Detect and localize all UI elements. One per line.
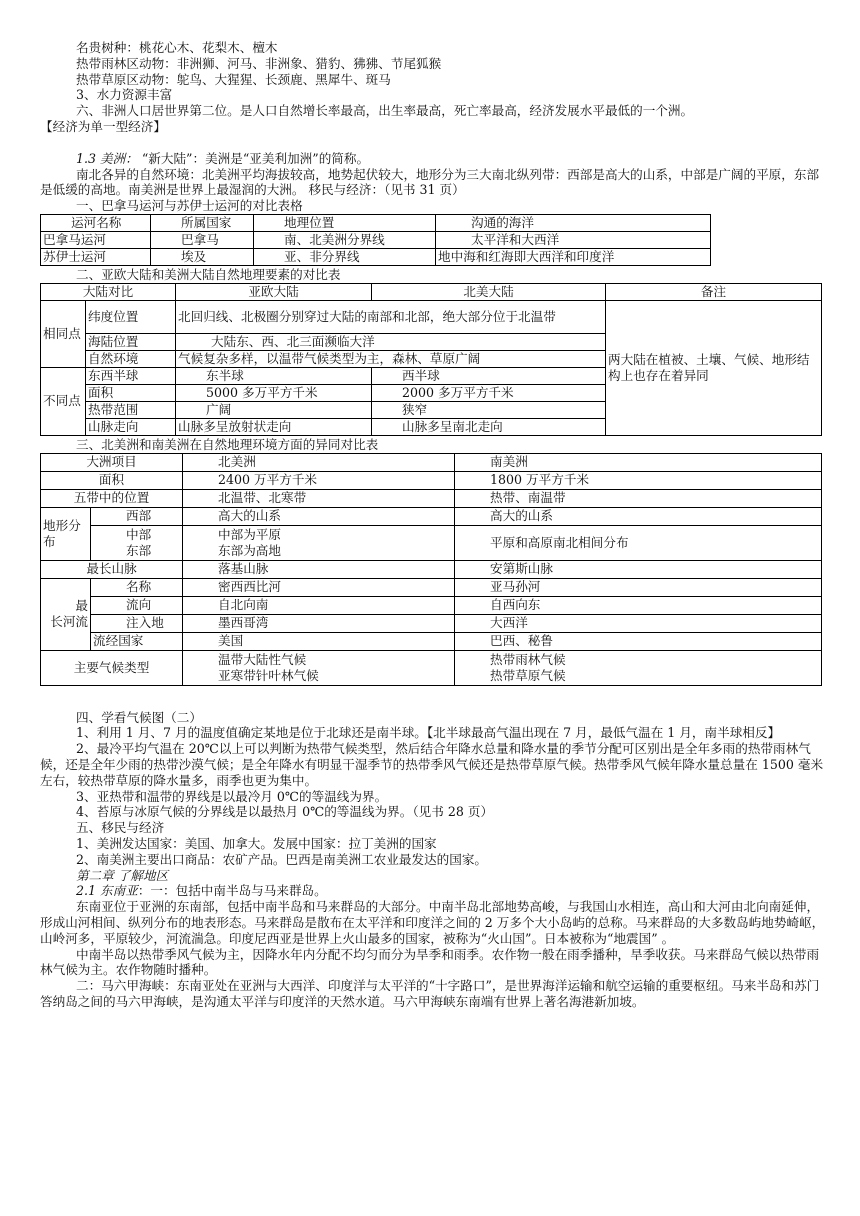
table-cell: 巴拿马运河 [41,231,151,248]
table-cell: 东西半球 [86,367,176,384]
mid-label: 中部 [126,526,152,542]
section-heading-text: “新大陆”：美洲是“亚美利加洲”的简称。 [137,150,370,166]
table-cell: 热带范围 [86,401,176,418]
table-cell: 大西洋 [455,614,822,632]
table-cell: 东半球 [176,367,372,384]
table-cell [183,650,455,685]
table-cell: 埃及 [151,248,254,265]
header-cell: 大洲项目 [41,453,183,471]
table-cell: 西部 [91,507,183,525]
table-cell: 南、北美洲分界线 [254,231,436,248]
paragraph: 3、亚热带和温带的界线是以最冷月 0℃的等温线为界。 [76,788,388,804]
table-cell: 流向 [91,596,183,614]
paragraph: 1、利用 1 月、7 月的温度值确定某地是位于北球还是南半球。【北半球最高气温出现在 7 月，最低气温在 1 月，南半球相反】 [76,725,781,741]
east-text: 东部为高地 [218,542,281,558]
table-cell: 西半球 [372,367,606,384]
river-label-line: 长河流 [50,614,88,630]
table-cell: 地中海和红海即大西洋和印度洋 [436,248,711,265]
table-cell: 高大的山系 [455,507,822,525]
table-cell: 平原和高原南北相间分布 [455,525,822,560]
table-cell: 广阔 [176,401,372,418]
table-cell: 山脉多呈南北走向 [372,418,606,435]
header-cell: 所属国家 [151,214,254,231]
table-cell [455,650,822,685]
table-cell: 气候复杂多样，以温带气候类型为主，森林、草原广阔 [176,350,606,367]
table-cell: 流经国家 [91,632,183,650]
section-heading: 五、移民与经济 [76,820,165,836]
climate-text: 热带草原气候 [490,667,566,683]
text-line: 热带草原区动物：鸵鸟、大猩猩、长颈鹿、黑犀牛、斑马 [76,71,391,87]
group-label: 不同点 [41,367,86,435]
table-cell: 5000 多万平方千米 [176,384,372,401]
table-cell: 主要气候类型 [41,650,183,685]
americas-table [40,453,822,686]
table-cell: 五带中的位置 [41,489,183,507]
table-header-row [41,283,822,300]
header-cell: 沟通的海洋 [436,214,711,231]
table-cell: 2000 多万平方千米 [372,384,606,401]
paragraph: 1、美洲发达国家：美国、加拿大。发展中国家：拉丁美洲的国家 [76,835,437,851]
table-cell: 墨西哥湾 [183,614,455,632]
chapter-title: 第二章 了解地区 [76,867,169,883]
header-cell: 北美洲 [183,453,455,471]
table-row [41,578,822,596]
table-cell: 山脉多呈放射状走向 [176,418,372,435]
table-cell: 最长山脉 [41,560,183,578]
header-cell: 大陆对比 [41,283,176,300]
table-cell: 自北向南 [183,596,455,614]
table-cell: 2400 万平方千米 [183,471,455,489]
table-row [41,525,822,560]
header-cell: 地理位置 [254,214,436,231]
table-title: 三、北美洲和南美洲在自然地理环境方面的异同对比表 [76,436,379,452]
continent-table [40,283,822,436]
header-cell: 南美洲 [455,453,822,471]
table-row [41,507,822,525]
table-cell: 大陆东、西、北三面濒临大洋 [176,333,606,350]
section-heading-text: ：一：包括中南半岛与马来群岛。 [137,883,327,899]
group-label: 地形分布 [41,507,91,560]
table-cell: 名称 [91,578,183,596]
river-label-line: 最 [75,598,88,614]
table-cell: 美国 [183,632,455,650]
group-label [41,578,91,650]
table-cell: 海陆位置 [86,333,176,350]
canal-table [40,214,711,266]
table-row [41,248,711,265]
table-cell: 北温带、北寒带 [183,489,455,507]
climate-text: 热带雨林气候 [490,651,566,667]
table-cell: 北回归线、北极圈分别穿过大陆的南部和北部，绝大部分位于北温带 [176,300,606,333]
climate-text: 温带大陆性气候 [218,651,307,667]
group-label: 相同点 [41,300,86,367]
table-title: 二、亚欧大陆和美洲大陆自然地理要素的对比表 [76,266,341,282]
table-cell: 太平洋和大西洋 [436,231,711,248]
east-label: 东部 [126,542,152,558]
header-cell: 亚欧大陆 [176,283,372,300]
mid-text: 中部为平原 [218,526,281,542]
table-cell: 面积 [41,471,183,489]
text-line: 3、水力资源丰富 [76,87,173,103]
table-cell: 密西西比河 [183,578,455,596]
table-row [41,231,711,248]
table-cell: 亚、非分界线 [254,248,436,265]
document-page [40,40,830,1010]
table-cell: 注入地 [91,614,183,632]
table-header-row [41,453,822,471]
text-line: 【经济为单一型经济】 [40,118,166,134]
paragraph: 东南亚位于亚洲的东南部，包括中南半岛和马来群岛的大部分。中南半岛北部地势高峻，与我国山水相连，高山和大河由北向南延伸，形成山河相间、纵列分布的地表形态。马来群岛是散布在太平洋和印度洋之间的 2 万多个大小岛屿的总称。马来群岛的大多数岛屿地势崎岖，山岭河多，平原较少，河流湍急。印度尼西亚是世界上火山最多的国家，被称为“火山国”。日本被称为“地震国” 。 [40,899,825,946]
table-row [41,614,822,632]
paragraph: 南北各异的自然环境：北美洲平均海拔较高，地势起伏较大，地形分为三大南北纵列带：西部是高大的山系，中部是广阔的平原，东部是低缓的高地。南美洲是世界上最湿润的大洲。 移民与经济：（见书 31 页） [40,166,820,198]
text-line: 名贵树种：桃花心木、花梨木、檀木 [76,40,278,55]
table-row [41,300,822,333]
text-line: 六、非洲人口居世界第二位。是人口自然增长率最高，出生率最高，死亡率最高，经济发展水平最低的一个洲。 [76,103,694,119]
section-number: 1.3 美洲： [76,150,138,166]
table-cell: 狭窄 [372,401,606,418]
table-cell [183,525,455,560]
table-cell: 落基山脉 [183,560,455,578]
table-cell: 巴西、秘鲁 [455,632,822,650]
table-cell: 1800 万平方千米 [455,471,822,489]
paragraph: 2、南美洲主要出口商品：农矿产品。巴西是南美洲工农业最发达的国家。 [76,851,488,867]
table-cell: 自然环境 [86,350,176,367]
table-cell: 面积 [86,384,176,401]
table-row [41,489,822,507]
section-heading [40,151,830,167]
table-row [41,471,822,489]
paragraph: 2、最冷平均气温在 20℃以上可以判断为热带气候类型，然后结合年降水总量和降水量的季节分配可区别出是全年多雨的热带雨林气候，还是全年少雨的热带沙漠气候；是全年降水有明显干湿季节的热带季风气候还是热带草原气候。热带季风气候年降水量总量在 1500 毫米左右，较热带草原的降水量多，雨季也更为集中。 [40,741,824,788]
table-cell [91,525,183,560]
table-cell: 自西向东 [455,596,822,614]
table-cell: 高大的山系 [183,507,455,525]
table-cell: 热带、南温带 [455,489,822,507]
table-cell: 山脉走向 [86,418,176,435]
table-cell: 纬度位置 [86,300,176,333]
table-cell: 巴拿马 [151,231,254,248]
table-title: 一、巴拿马运河与苏伊士运河的对比表格 [76,198,303,214]
paragraph: 4、苔原与冰原气候的分界线是以最热月 0℃的等温线为界。（见书 28 页） [76,804,494,820]
table-row [41,596,822,614]
table-cell: 亚马孙河 [455,578,822,596]
table-cell: 安第斯山脉 [455,560,822,578]
section-heading: 四、学看气候图（二） [76,709,202,725]
table-row [41,632,822,650]
header-cell: 北美大陆 [372,283,606,300]
table-cell: 苏伊士运河 [41,248,151,265]
header-cell: 备注 [606,283,822,300]
text-line: 热带雨林区动物：非洲狮、河马、非洲象、猎豹、狒狒、节尾狐猴 [76,55,442,71]
table-row [41,650,822,685]
paragraph: 二：马六甲海峡：东南亚处在亚洲与大西洋、印度洋与太平洋的“十字路口”，是世界海洋运输和航空运输的重要枢纽。马来半岛和苏门答纳岛之间的马六甲海峡，是沟通太平洋与印度洋的天然水道。马六甲海峡东南端有世界上著名海港新加坡。 [40,978,820,1009]
section-heading [40,883,830,899]
paragraph: 中南半岛以热带季风气候为主，因降水年内分配不均匀而分为旱季和雨季。农作物一般在雨季播种，旱季收获。马来群岛气候以热带雨林气候为主。农作物随时播种。 [40,946,820,978]
table-header-row [41,214,711,231]
header-cell: 运河名称 [41,214,151,231]
table-row [41,560,822,578]
section-number: 2.1 东南亚 [76,883,138,899]
note-cell: 两大陆在植被、土壤、气候、地形结构上也存在着异同 [606,300,822,435]
climate-text: 亚寒带针叶林气候 [218,667,319,683]
